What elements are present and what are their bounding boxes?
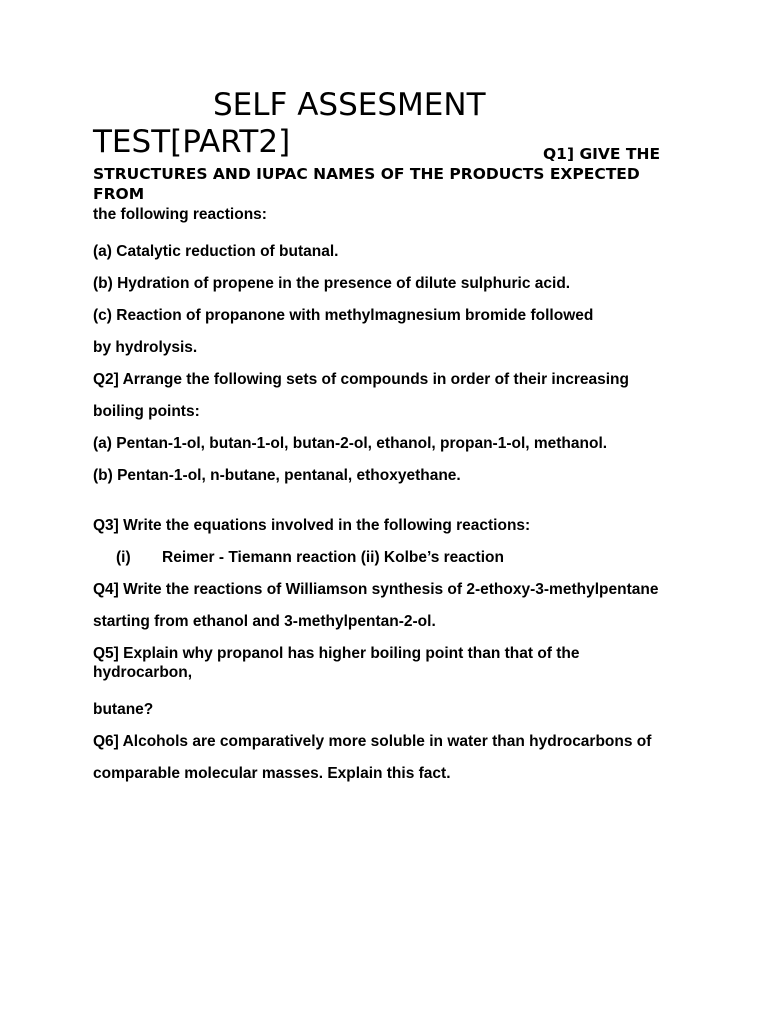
- q2-line-1: Q2] Arrange the following sets of compounds in order of their increasing: [93, 371, 629, 388]
- title-line-1: SELF ASSESMENT: [213, 87, 486, 123]
- q1-heading-rest: STRUCTURES AND IUPAC NAMES OF THE PRODUCTS EXPECTED FROM: [93, 165, 640, 203]
- q1-item-a: (a) Catalytic reduction of butanal.: [93, 243, 339, 260]
- q5-line-1: Q5] Explain why propanol has higher boiling point than that of the: [93, 645, 580, 662]
- q2-item-b: (b) Pentan-1-ol, n-butane, pentanal, ethoxyethane.: [93, 467, 461, 484]
- document-page: [93, 86, 693, 790]
- q2-item-a: (a) Pentan-1-ol, butan-1-ol, butan-2-ol, ethanol, propan-1-ol, methanol.: [93, 435, 608, 452]
- q3-item-text: Reimer - Tiemann reaction (ii) Kolbe’s reaction: [162, 549, 504, 566]
- title-line-2: [93, 124, 693, 163]
- q1-heading-inline: Q1] GIVE THE: [543, 145, 661, 163]
- q1-item-c-line-2: by hydrolysis.: [93, 339, 198, 356]
- q3-item-i: [93, 542, 693, 574]
- q1-item-b: (b) Hydration of propene in the presence of dilute sulphuric acid.: [93, 275, 571, 292]
- q1-item-c-line-1: (c) Reaction of propanone with methylmagnesium bromide followed: [93, 307, 594, 324]
- q5-line-2: hydrocarbon,: [93, 664, 193, 681]
- q3-line-1: Q3] Write the equations involved in the following reactions:: [93, 517, 531, 534]
- q2-line-2: boiling points:: [93, 403, 200, 420]
- q5-line-3: butane?: [93, 701, 154, 718]
- q6-line-2: comparable molecular masses. Explain this fact.: [93, 765, 451, 782]
- q3-item-number: (i): [116, 549, 131, 566]
- q4-line-1: Q4] Write the reactions of Williamson synthesis of 2-ethoxy-3-methylpentane: [93, 581, 659, 598]
- q1-intro: the following reactions:: [93, 206, 267, 223]
- spacer: [93, 492, 693, 510]
- q6-line-1: Q6] Alcohols are comparatively more soluble in water than hydrocarbons of: [93, 733, 652, 750]
- title-line-2-text: TEST[PART2]: [93, 124, 291, 160]
- q4-line-2: starting from ethanol and 3-methylpentan-2-ol.: [93, 613, 436, 630]
- questions-body: [93, 204, 693, 790]
